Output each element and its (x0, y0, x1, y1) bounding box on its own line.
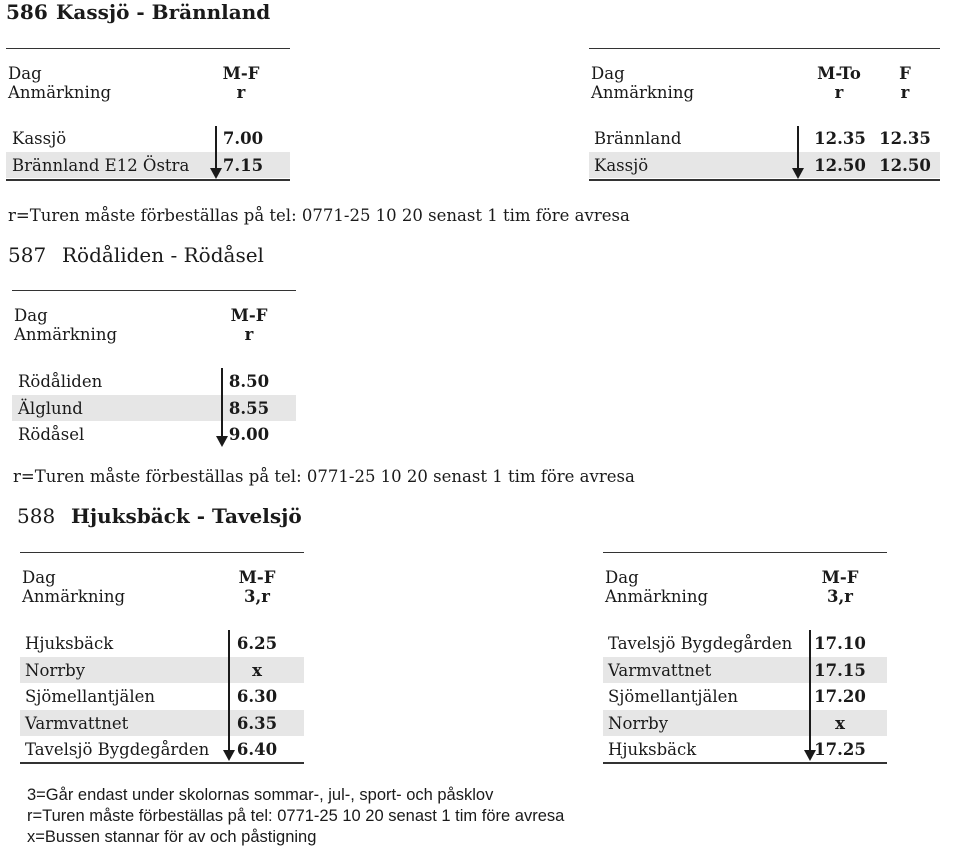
route-title: Rödåliden - Rödåsel (62, 243, 264, 267)
departure-time: 6.40 (236, 740, 278, 759)
anmarkning-label: Anmärkning (8, 83, 112, 102)
table-top-rule (589, 48, 940, 49)
departure-time: x (252, 661, 262, 680)
table-row (603, 657, 887, 683)
stop-name: Norrby (25, 661, 86, 680)
stop-name: Kassjö (12, 129, 67, 148)
stop-name: Norrby (608, 714, 669, 733)
stop-name: Hjuksbäck (25, 634, 114, 653)
table-row (12, 368, 296, 394)
timetable-588-right (603, 552, 887, 766)
anmarkning-label: Anmärkning (14, 325, 118, 344)
dag-label: Dag (22, 568, 56, 587)
table-row (589, 152, 940, 178)
direction-arrow-line (221, 368, 223, 438)
stop-name: Kassjö (594, 156, 649, 175)
departure-time: 17.15 (814, 661, 866, 680)
direction-arrow-icon (792, 168, 804, 179)
footnote-3: 3=Går endast under skolornas sommar-, jul-, sport- och påsklov (27, 786, 494, 804)
timetable-586-right (589, 48, 940, 182)
day-column-header: M-F (222, 64, 260, 83)
direction-arrow-line (797, 126, 799, 169)
direction-arrow-line (215, 126, 217, 169)
day-column-header: M-F (821, 568, 859, 587)
dag-label: Dag (591, 64, 625, 83)
day-column-header: F (899, 64, 911, 83)
departure-time: 12.50 (879, 156, 931, 175)
footnote-r: r=Turen måste förbeställas på tel: 0771-25 10 20 senast 1 tim före avresa (8, 206, 630, 225)
table-row (20, 736, 304, 762)
remark-column-header: r (900, 83, 910, 102)
anmarkning-label: Anmärkning (605, 587, 709, 606)
direction-arrow-line (809, 630, 811, 752)
departure-time: 6.25 (236, 634, 278, 653)
table-bottom-rule (589, 179, 940, 181)
route-title: Kassjö - Brännland (56, 0, 271, 24)
footnote-r: r=Turen måste förbeställas på tel: 0771-25 10 20 senast 1 tim före avresa (13, 467, 635, 486)
table-bottom-rule (603, 762, 887, 764)
departure-time: 7.00 (222, 129, 264, 148)
route-587-heading (8, 243, 264, 267)
direction-arrow-icon (216, 436, 228, 447)
table-bottom-rule (6, 179, 290, 181)
dag-label: Dag (605, 568, 639, 587)
remark-column-header: 3,r (244, 587, 270, 606)
route-number: 587 (8, 243, 47, 267)
direction-arrow-icon (804, 750, 816, 761)
dag-label: Dag (8, 64, 42, 83)
table-row (603, 630, 887, 656)
departure-time: 17.10 (814, 634, 866, 653)
departure-time: 17.25 (814, 740, 866, 759)
table-bottom-rule (20, 762, 304, 764)
table-row (6, 125, 290, 151)
table-row (20, 683, 304, 709)
remark-column-header: r (834, 83, 844, 102)
anmarkning-label: Anmärkning (591, 83, 695, 102)
table-row (6, 152, 290, 178)
stop-name: Brännland (594, 129, 682, 148)
stop-name: Sjömellantjälen (608, 687, 739, 706)
departure-time: 17.20 (814, 687, 866, 706)
stop-name: Rödåsel (18, 425, 85, 444)
day-column-header: M-F (238, 568, 276, 587)
stop-name: Brännland E12 Östra (12, 156, 190, 175)
direction-arrow-line (228, 630, 230, 752)
stop-name: Varmvattnet (608, 661, 712, 680)
stop-name: Tavelsjö Bygdegården (608, 634, 793, 653)
table-top-rule (6, 48, 290, 49)
route-number: 588 (17, 504, 56, 528)
stop-name: Varmvattnet (25, 714, 129, 733)
stop-name: Rödåliden (18, 372, 103, 391)
route-number: 586 (6, 0, 48, 24)
footnote-x: x=Bussen stannar för av och påstigning (27, 828, 317, 846)
timetable-586-left (6, 48, 290, 182)
day-column-header: M-F (230, 306, 268, 325)
table-row (603, 710, 887, 736)
direction-arrow-icon (223, 750, 235, 761)
departure-time: x (835, 714, 845, 733)
timetable-587 (12, 290, 296, 452)
departure-time: 6.30 (236, 687, 278, 706)
departure-time: 12.50 (814, 156, 866, 175)
dag-label: Dag (14, 306, 48, 325)
timetable-588-left (20, 552, 304, 766)
table-row (12, 395, 296, 421)
stop-name: Tavelsjö Bygdegården (25, 740, 210, 759)
stop-name: Älglund (18, 399, 83, 418)
table-row (589, 125, 940, 151)
remark-column-header: 3,r (827, 587, 853, 606)
table-row (12, 421, 296, 447)
table-top-rule (603, 552, 887, 553)
departure-time: 12.35 (879, 129, 931, 148)
departure-time: 8.55 (228, 399, 270, 418)
departure-time: 8.50 (228, 372, 270, 391)
departure-time: 6.35 (236, 714, 278, 733)
table-row (603, 683, 887, 709)
table-row (20, 630, 304, 656)
departure-time: 7.15 (222, 156, 264, 175)
table-row (603, 736, 887, 762)
departure-time: 12.35 (814, 129, 866, 148)
direction-arrow-icon (210, 168, 222, 179)
remark-column-header: r (244, 325, 254, 344)
route-title: Hjuksbäck - Tavelsjö (71, 504, 302, 528)
table-row (20, 657, 304, 683)
route-586-heading (6, 0, 270, 24)
table-top-rule (20, 552, 304, 553)
remark-column-header: r (236, 83, 246, 102)
day-column-header: M-To (817, 64, 861, 83)
route-588-heading (17, 504, 302, 528)
footnote-r: r=Turen måste förbeställas på tel: 0771-25 10 20 senast 1 tim före avresa (27, 807, 565, 825)
table-row (20, 710, 304, 736)
departure-time: 9.00 (228, 425, 270, 444)
stop-name: Hjuksbäck (608, 740, 697, 759)
table-top-rule (12, 290, 296, 291)
stop-name: Sjömellantjälen (25, 687, 156, 706)
anmarkning-label: Anmärkning (22, 587, 126, 606)
